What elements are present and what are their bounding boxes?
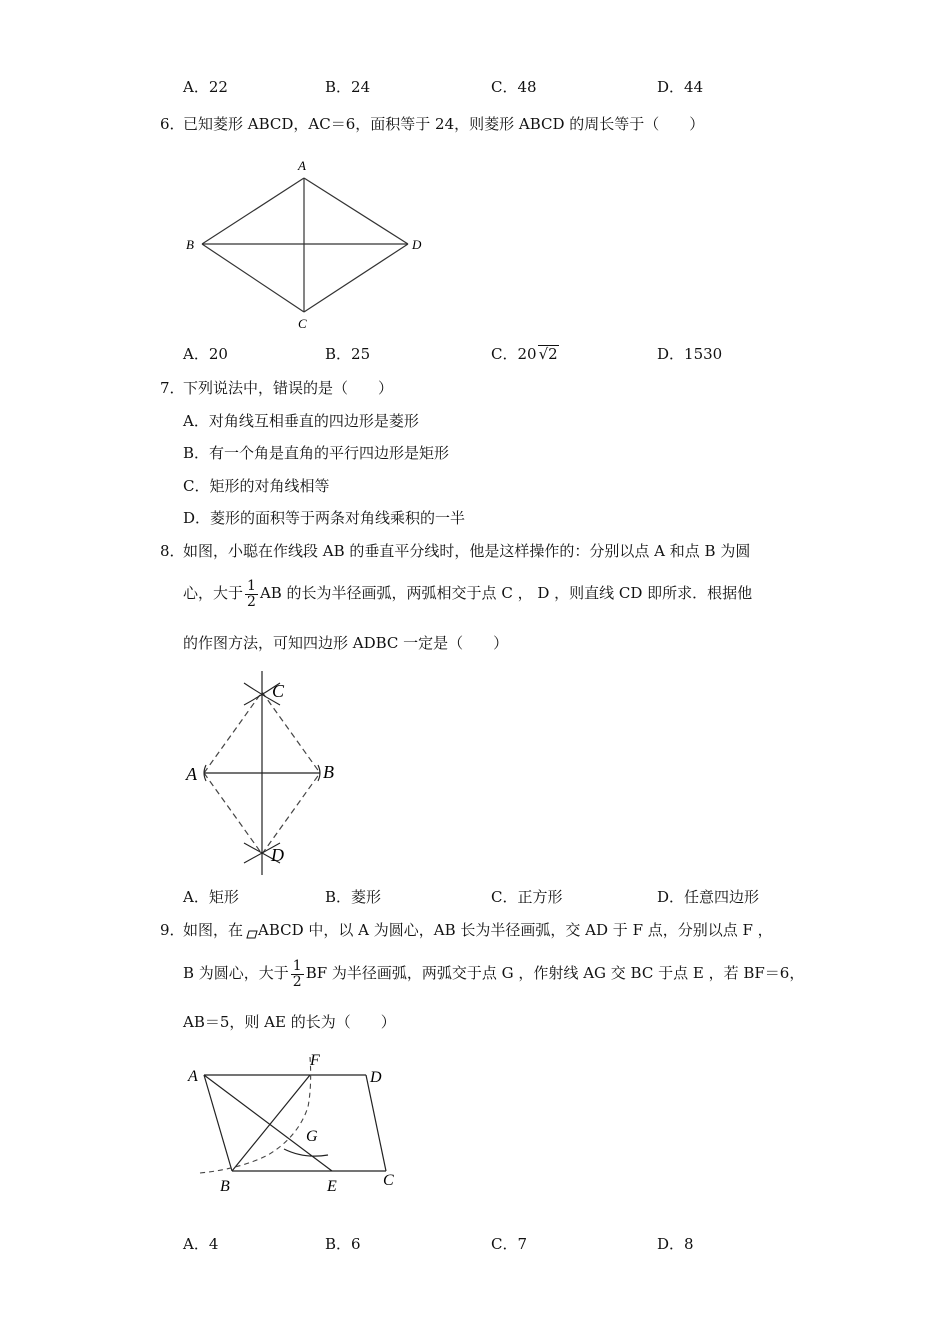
q9-label-c: C [383,1172,394,1189]
q9-line1: 如图，在 ABCD 中，以 A 为圆心，AB 长为半径画弧，交 AD 于 F 点，分别以点 F ， [183,921,773,939]
q9-option-a: A．4 [183,1235,219,1253]
q9-parallelogram-figure [180,1045,420,1200]
q7-number: 7． [160,379,185,397]
q9-line2-end: BF 为半径画弧，两弧交于点 G ，作射线 AG 交 BC 于点 E ，若 BF＝6， [305,964,805,982]
q9-label-b: B [220,1178,230,1195]
q6-option-d: D．1530 [657,345,723,363]
q6-label-a: A [298,158,306,173]
q9-label-g: G [306,1128,318,1145]
q6-stem: 已知菱形 ABCD，AC＝6，面积等于 24，则菱形 ABCD 的周长等于（ ） [183,115,705,133]
q9-option-c: C．7 [491,1235,528,1253]
q8-line3: 的作图方法，可知四边形 ADBC 一定是（ ） [183,634,509,652]
q6-side-dc [304,244,408,312]
q8-fraction-numerator: 1 [247,577,256,594]
q5-option-d: D．44 [657,78,704,96]
q8-option-c: C．正方形 [491,888,563,906]
q8-dashed-ad [204,773,262,854]
q9-label-d: D [370,1069,382,1086]
q9-number: 9． [160,921,185,939]
q9-line2-start: B 为圆心，大于 [183,964,289,982]
q8-perpendicular-bisector-figure [180,665,350,880]
q9-line3: AB＝5，则 AE 的长为（ ） [183,1013,396,1031]
q8-label-c: C [272,681,285,701]
q9-fraction-denominator: 2 [292,973,302,990]
q5-option-a: A．22 [183,78,228,96]
q8-dashed-db [262,773,320,854]
q8-label-b: B [323,762,334,782]
q8-fraction-denominator: 2 [247,593,256,610]
q6-label-c: C [298,316,307,331]
q9-parallelogram-symbol [246,925,258,934]
q9-segment-bf [232,1075,310,1171]
q9-option-b: B．6 [325,1235,361,1253]
q7-option-d: D．菱形的面积等于两条对角线乘积的一半 [183,509,466,527]
q6-option-a: A．20 [183,345,228,363]
q6-option-b: B．25 [325,345,371,363]
q7-option-a: A．对角线互相垂直的四边形是菱形 [183,412,419,430]
q8-label-a: A [186,764,197,784]
q6-label-b: B [186,237,194,252]
q6-option-c [491,344,559,364]
q6-label-d: D [412,237,422,252]
q8-dashed-ac [204,692,262,773]
q8-fraction [245,579,258,610]
q9-label-f: F [310,1052,320,1069]
q8-line2 [183,576,752,610]
q6-option-c-radical: √2 [538,345,558,363]
q9-fraction-numerator: 1 [292,957,302,974]
q9-option-d: D．8 [657,1235,694,1253]
q8-option-a: A．矩形 [183,888,239,906]
q9-fraction [291,959,304,990]
q8-option-b: B．菱形 [325,888,382,906]
q7-option-b: B．有一个角是直角的平行四边形是矩形 [183,444,450,462]
q5-option-b: B．24 [325,78,371,96]
q6-side-ad [304,178,408,244]
q6-option-c-coef: C．20 [491,345,537,363]
q7-stem: 下列说法中，错误的是（ ） [183,379,394,397]
q8-line1: 如图，小聪在作线段 AB 的垂直平分线时，他是这样操作的：分别以点 A 和点 B 为圆 [183,542,751,560]
q9-line2 [183,956,804,990]
q9-side-ab [204,1075,232,1171]
q9-side-dc [366,1075,386,1171]
q8-option-d: D．任意四边形 [657,888,760,906]
q6-side-bc [202,244,304,312]
q6-side-ab [202,178,304,244]
q8-line2-end: AB 的长为半径画弧，两弧相交于点 C ， D ，则直线 CD 即所求．根据他 [259,584,753,602]
q9-label-a: A [188,1068,198,1085]
q9-label-e: E [327,1178,337,1195]
q8-line2-start: 心，大于 [183,584,244,602]
q7-option-c: C．矩形的对角线相等 [183,477,330,495]
q9-arc-g [284,1149,328,1156]
q8-number: 8． [160,542,185,560]
q5-option-c: C．48 [491,78,537,96]
q8-label-d: D [271,845,284,865]
q6-rhombus-figure [180,150,430,335]
q6-number: 6． [160,115,185,133]
q8-dashed-cb [262,692,320,773]
